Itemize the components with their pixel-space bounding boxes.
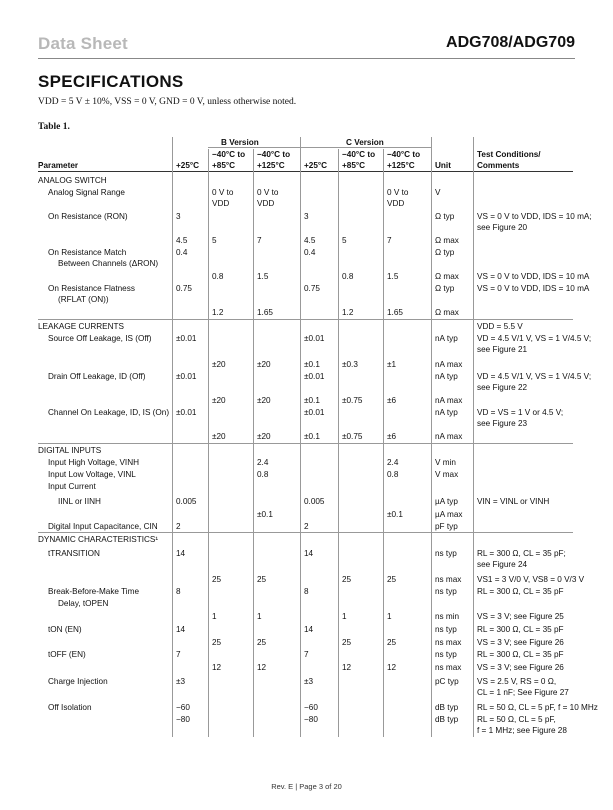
cell-test-conditions: f = 1 MHz; see Figure 28	[477, 726, 567, 735]
cell-c-85c: ±0.3	[342, 360, 358, 369]
cell-c-25c: 14	[304, 625, 314, 634]
cell-unit: pC typ	[435, 677, 459, 686]
cell-b-125c: ±20	[257, 432, 271, 441]
cell-c-25c: 2	[304, 522, 309, 531]
c-version-rule	[302, 147, 432, 148]
cell-parameter: Input Low Voltage, VINL	[48, 470, 136, 479]
cell-parameter: On Resistance Match	[48, 248, 127, 257]
cell-unit: ns min	[435, 612, 460, 621]
cell-b-85c: 1.2	[212, 308, 224, 317]
cell-b-25c: 14	[176, 625, 186, 634]
cell-b-85c: ±20	[212, 396, 226, 405]
cell-parameter: On Resistance (RON)	[48, 212, 128, 221]
cell-c-125c: 25	[387, 575, 397, 584]
cell-c-85c: 5	[342, 236, 347, 245]
cell-b-85c: 25	[212, 638, 222, 647]
col-divider	[383, 149, 384, 737]
cell-c-85c: ±0.75	[342, 396, 363, 405]
cell-test-conditions: see Figure 23	[477, 419, 528, 428]
cell-unit: dB typ	[435, 715, 459, 724]
cell-c-125c: ±6	[387, 432, 397, 441]
header-c-range125-line1: −40°C to	[387, 150, 421, 159]
cell-c-25c: 4.5	[304, 236, 316, 245]
cell-c-25c: 14	[304, 549, 314, 558]
cell-b-125c: 1	[257, 612, 262, 621]
cell-b-25c: ±0.01	[176, 372, 197, 381]
cell-b-25c: 14	[176, 549, 186, 558]
cell-b-125c: 12	[257, 663, 267, 672]
cell-c-25c: 0.75	[304, 284, 320, 293]
cell-unit: nA typ	[435, 372, 458, 381]
cell-c-25c: 8	[304, 587, 309, 596]
cell-b-125c: 0 V to	[257, 188, 279, 197]
cell-parameter: DYNAMIC CHARACTERISTICS¹	[38, 535, 159, 544]
cell-b-25c: 0.4	[176, 248, 188, 257]
cell-b-125c: ±20	[257, 360, 271, 369]
cell-b-25c: 0.75	[176, 284, 192, 293]
cell-parameter: IINL or IINH	[58, 497, 101, 506]
cell-b-25c: 3	[176, 212, 181, 221]
cell-parameter: Digital Input Capacitance, CIN	[48, 522, 158, 531]
cell-b-85c: 0.8	[212, 272, 224, 281]
cell-parameter: Input Current	[48, 482, 96, 491]
cell-b-125c: ±20	[257, 396, 271, 405]
cell-b-25c: 4.5	[176, 236, 188, 245]
cell-parameter: tON (EN)	[48, 625, 82, 634]
cell-c-85c: ±0.75	[342, 432, 363, 441]
cell-unit: ns max	[435, 638, 462, 647]
cell-c-25c: 0.4	[304, 248, 316, 257]
header-c-range85-line1: −40°C to	[342, 150, 376, 159]
header-unit: Unit	[435, 161, 451, 170]
cell-unit: dB typ	[435, 703, 459, 712]
cell-test-conditions: RL = 300 Ω, CL = 35 pF	[477, 625, 564, 634]
cell-c-125c: 12	[387, 663, 397, 672]
cell-parameter: (RFLAT (ON))	[58, 295, 109, 304]
cell-unit: Ω max	[435, 272, 459, 281]
header-test-line2: Comments	[477, 161, 520, 170]
col-divider	[473, 137, 474, 737]
cell-b-125c: 7	[257, 236, 262, 245]
cell-test-conditions: VIN = VINL or VINH	[477, 497, 550, 506]
cell-parameter: Between Channels (ΔRON)	[58, 259, 159, 268]
cell-c-125c: 25	[387, 638, 397, 647]
cell-test-conditions: VS = 0 V to VDD, IDS = 10 mA	[477, 272, 590, 281]
cell-unit: ns typ	[435, 625, 457, 634]
col-divider	[253, 149, 254, 737]
cell-unit: Ω typ	[435, 212, 455, 221]
header-test-line1: Test Conditions/	[477, 150, 541, 159]
cell-test-conditions: VS = 3 V; see Figure 26	[477, 663, 564, 672]
cell-test-conditions: VD = 4.5 V/1 V, VS = 1 V/4.5 V;	[477, 372, 592, 381]
cell-test-conditions: see Figure 24	[477, 560, 528, 569]
cell-parameter: LEAKAGE CURRENTS	[38, 322, 124, 331]
cell-b-25c: 0.005	[176, 497, 197, 506]
cell-parameter: ANALOG SWITCH	[38, 176, 107, 185]
cell-b-25c: 8	[176, 587, 181, 596]
table-caption: Table 1.	[38, 122, 70, 132]
cell-c-85c: 0.8	[342, 272, 354, 281]
cell-b-85c: ±20	[212, 432, 226, 441]
section-rule-digital	[38, 443, 573, 444]
conditions-text: VDD = 5 V ± 10%, VSS = 0 V, GND = 0 V, unless otherwise noted.	[38, 97, 297, 107]
cell-b-25c: ±0.01	[176, 334, 197, 343]
cell-c-125c: 7	[387, 236, 392, 245]
cell-parameter: Analog Signal Range	[48, 188, 125, 197]
cell-parameter: Delay, tOPEN	[58, 599, 109, 608]
cell-unit: ns typ	[435, 587, 457, 596]
cell-c-25c: ±0.01	[304, 372, 325, 381]
header-rule	[38, 58, 575, 59]
cell-test-conditions: see Figure 20	[477, 223, 528, 232]
cell-unit: Ω typ	[435, 248, 455, 257]
cell-c-125c: ±0.1	[387, 510, 403, 519]
cell-c-25c: ±0.1	[304, 396, 320, 405]
cell-b-125c: 25	[257, 638, 267, 647]
cell-test-conditions: RL = 300 Ω, CL = 35 pF;	[477, 549, 566, 558]
cell-b-85c: 5	[212, 236, 217, 245]
cell-b-85c: 25	[212, 575, 222, 584]
cell-b-125c: 0.8	[257, 470, 269, 479]
cell-b-25c: 7	[176, 650, 181, 659]
cell-b-125c: 1.65	[257, 308, 273, 317]
cell-c-25c: ±0.01	[304, 334, 325, 343]
cell-test-conditions: VS = 3 V; see Figure 26	[477, 638, 564, 647]
cell-b-125c: 1.5	[257, 272, 269, 281]
cell-test-conditions: see Figure 22	[477, 383, 528, 392]
cell-unit: V min	[435, 458, 456, 467]
cell-unit: nA typ	[435, 334, 458, 343]
page-header	[38, 30, 575, 58]
header-b-range125-line1: −40°C to	[257, 150, 291, 159]
page-footer: Rev. E | Page 3 of 20	[271, 782, 342, 791]
cell-unit: ns max	[435, 663, 462, 672]
col-divider	[300, 137, 301, 737]
cell-parameter: Off Isolation	[48, 703, 92, 712]
cell-b-25c: −80	[176, 715, 190, 724]
header-b-25: +25°C	[176, 161, 200, 170]
cell-c-125c: 2.4	[387, 458, 399, 467]
cell-test-conditions: CL = 1 nF; See Figure 27	[477, 688, 569, 697]
cell-unit: ns max	[435, 575, 462, 584]
cell-unit: Ω typ	[435, 284, 455, 293]
cell-test-conditions: VDD = 5.5 V	[477, 322, 523, 331]
cell-test-conditions: see Figure 21	[477, 345, 528, 354]
cell-test-conditions: RL = 50 Ω, CL = 5 pF,	[477, 715, 556, 724]
cell-c-125c: 1	[387, 612, 392, 621]
cell-unit: V max	[435, 470, 459, 479]
cell-test-conditions: VS = 3 V; see Figure 25	[477, 612, 564, 621]
header-bottom-rule	[38, 171, 573, 172]
col-divider	[338, 149, 339, 737]
col-divider	[172, 137, 173, 737]
header-c-range85-line2: +85°C	[342, 161, 366, 170]
cell-c-85c: 25	[342, 575, 352, 584]
cell-test-conditions: RL = 50 Ω, CL = 5 pF, f = 10 MHz	[477, 703, 598, 712]
section-rule-dynamic	[38, 532, 573, 533]
cell-c-25c: 7	[304, 650, 309, 659]
cell-unit: µA typ	[435, 497, 458, 506]
header-doc-type: Data Sheet	[38, 34, 128, 53]
cell-b-25c: ±0.01	[176, 408, 197, 417]
header-parameter: Parameter	[38, 161, 79, 170]
cell-unit: Ω max	[435, 236, 459, 245]
section-title: SPECIFICATIONS	[38, 72, 184, 91]
cell-b-25c: ±3	[176, 677, 186, 686]
cell-c-85c: 1.2	[342, 308, 354, 317]
cell-c-25c: ±0.01	[304, 408, 325, 417]
cell-parameter: Source Off Leakage, IS (Off)	[48, 334, 152, 343]
cell-unit: ns typ	[435, 549, 457, 558]
cell-b-85c: VDD	[212, 199, 230, 208]
cell-b-85c: ±20	[212, 360, 226, 369]
cell-unit: V	[435, 188, 441, 197]
header-b-range125-line2: +125°C	[257, 161, 285, 170]
cell-parameter: Drain Off Leakage, ID (Off)	[48, 372, 146, 381]
cell-c-125c: 0.8	[387, 470, 399, 479]
cell-unit: nA typ	[435, 408, 458, 417]
cell-parameter: On Resistance Flatness	[48, 284, 135, 293]
cell-b-25c: 2	[176, 522, 181, 531]
cell-unit: nA max	[435, 432, 463, 441]
cell-c-25c: −60	[304, 703, 318, 712]
cell-test-conditions: VS = 2.5 V, RS = 0 Ω,	[477, 677, 557, 686]
cell-c-125c: 1.65	[387, 308, 403, 317]
cell-b-125c: VDD	[257, 199, 275, 208]
cell-unit: nA max	[435, 360, 463, 369]
cell-parameter: tOFF (EN)	[48, 650, 86, 659]
cell-test-conditions: VD = 4.5 V/1 V, VS = 1 V/4.5 V;	[477, 334, 592, 343]
cell-b-125c: 25	[257, 575, 267, 584]
cell-c-125c: 0 V to	[387, 188, 409, 197]
cell-b-85c: 12	[212, 663, 222, 672]
cell-parameter: DIGITAL INPUTS	[38, 446, 102, 455]
cell-c-25c: 0.005	[304, 497, 325, 506]
cell-c-25c: 3	[304, 212, 309, 221]
header-b-version: B Version	[221, 138, 259, 147]
cell-parameter: Channel On Leakage, ID, IS (On)	[48, 408, 170, 417]
header-b-range85-line2: +85°C	[212, 161, 236, 170]
header-part-number: ADG708/ADG709	[446, 34, 575, 51]
cell-c-125c: VDD	[387, 199, 405, 208]
cell-test-conditions: VS1 = 3 V/0 V, VS8 = 0 V/3 V	[477, 575, 585, 584]
cell-test-conditions: VS = 0 V to VDD, IDS = 10 mA	[477, 284, 590, 293]
cell-c-85c: 1	[342, 612, 347, 621]
header-b-range85-line1: −40°C to	[212, 150, 246, 159]
cell-unit: ns typ	[435, 650, 457, 659]
cell-c-125c: 1.5	[387, 272, 399, 281]
cell-b-125c: 2.4	[257, 458, 269, 467]
cell-unit: µA max	[435, 510, 463, 519]
col-divider	[208, 149, 209, 737]
cell-c-25c: ±0.1	[304, 432, 320, 441]
cell-parameter: Break-Before-Make Time	[48, 587, 140, 596]
cell-test-conditions: RL = 300 Ω, CL = 35 pF	[477, 650, 564, 659]
header-c-version: C Version	[346, 138, 384, 147]
col-divider	[431, 137, 432, 737]
cell-c-125c: ±1	[387, 360, 397, 369]
cell-c-25c: ±0.1	[304, 360, 320, 369]
cell-c-125c: ±6	[387, 396, 397, 405]
cell-b-85c: 0 V to	[212, 188, 234, 197]
cell-unit: Ω max	[435, 308, 459, 317]
cell-c-85c: 25	[342, 638, 352, 647]
cell-c-25c: −80	[304, 715, 318, 724]
section-rule-leakage	[38, 319, 573, 320]
cell-b-25c: −60	[176, 703, 190, 712]
cell-b-125c: ±0.1	[257, 510, 273, 519]
cell-test-conditions: VS = 0 V to VDD, IDS = 10 mA;	[477, 212, 592, 221]
cell-c-25c: ±3	[304, 677, 314, 686]
cell-unit: nA max	[435, 396, 463, 405]
cell-test-conditions: VD = VS = 1 V or 4.5 V;	[477, 408, 564, 417]
header-c-25: +25°C	[304, 161, 328, 170]
cell-parameter: Charge Injection	[48, 677, 108, 686]
cell-c-85c: 12	[342, 663, 352, 672]
header-c-range125-line2: +125°C	[387, 161, 415, 170]
cell-test-conditions: RL = 300 Ω, CL = 35 pF	[477, 587, 564, 596]
cell-parameter: tTRANSITION	[48, 549, 100, 558]
cell-parameter: Input High Voltage, VINH	[48, 458, 140, 467]
cell-b-85c: 1	[212, 612, 217, 621]
spec-table	[38, 137, 598, 767]
cell-unit: pF typ	[435, 522, 458, 531]
